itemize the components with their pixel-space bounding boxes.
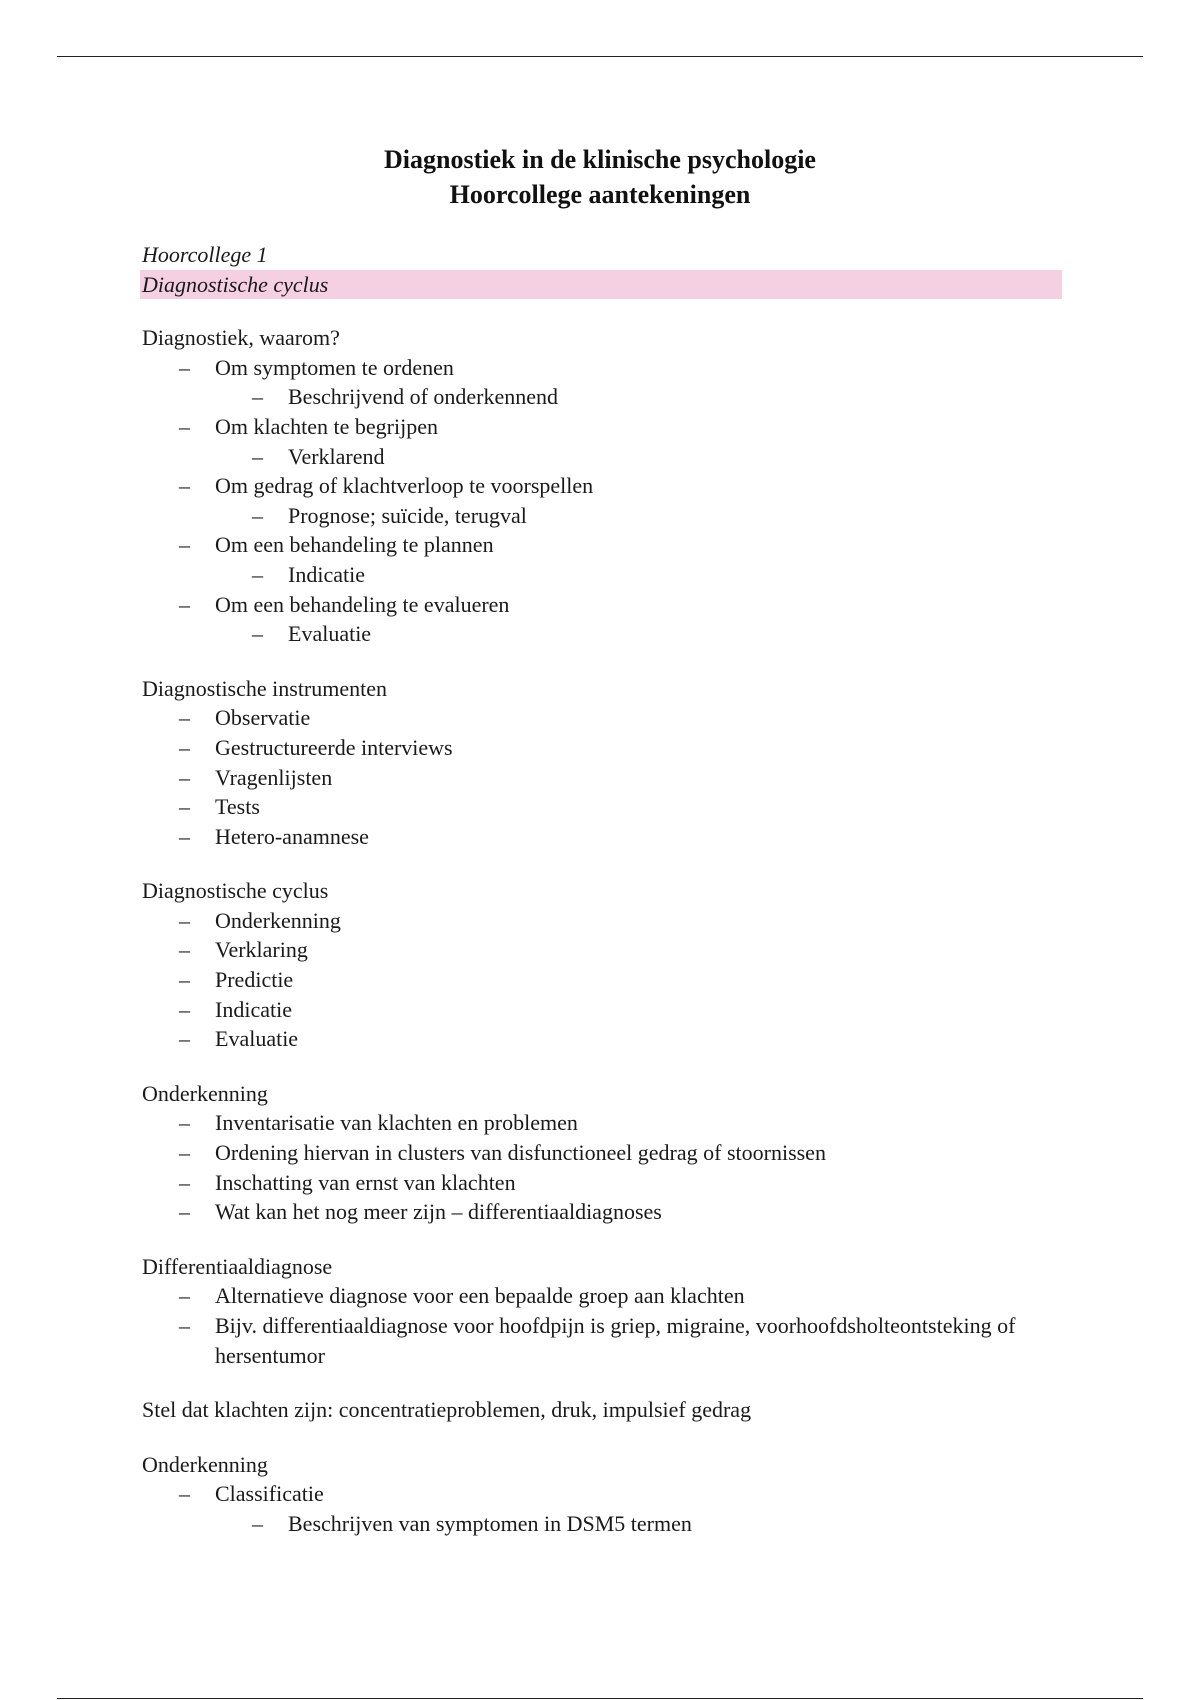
dash-bullet: – (179, 937, 190, 963)
dash-bullet: – (179, 1313, 190, 1338)
list-item (142, 471, 1062, 530)
dash-bullet: – (179, 473, 190, 499)
section-heading: Diagnostiek, waarom? (142, 325, 340, 351)
list-item-text: Gestructureerde interviews (215, 734, 453, 760)
section (142, 876, 1062, 1054)
list-item-text: Om een behandeling te plannen (215, 532, 494, 558)
dash-bullet: – (179, 1283, 190, 1309)
list-item (142, 763, 1062, 793)
sub-list-item-text: Beschrijvend of onderkennend (288, 384, 559, 410)
dash-bullet: – (179, 967, 190, 993)
bullet-list (142, 703, 1062, 851)
dash-bullet: – (179, 413, 190, 439)
list-item-text: Indicatie (215, 996, 292, 1022)
list-item-text: Vragenlijsten (215, 764, 333, 790)
section-heading: Diagnostische cyclus (142, 878, 329, 904)
list-item (142, 412, 1062, 471)
bullet-list (142, 1281, 1062, 1370)
dash-bullet: – (252, 1510, 263, 1536)
list-item (142, 530, 1062, 589)
section (142, 1252, 1062, 1370)
sub-list-item (215, 501, 1062, 531)
document-title: Diagnostiek in de klinische psychologie (384, 145, 816, 174)
dash-bullet: – (179, 1110, 190, 1136)
dash-bullet: – (252, 502, 263, 528)
sub-list (215, 1509, 1062, 1539)
section-heading: Onderkenning (142, 1451, 268, 1477)
dash-bullet: – (179, 591, 190, 617)
list-item (142, 1168, 1062, 1198)
list-item (142, 1138, 1062, 1168)
dash-bullet: – (179, 1026, 190, 1052)
list-item (142, 906, 1062, 936)
sub-list-item (215, 382, 1062, 412)
sub-list-item (215, 619, 1062, 649)
list-item (142, 995, 1062, 1025)
document-subtitle: Hoorcollege aantekeningen (449, 180, 751, 209)
list-item (142, 1311, 1062, 1370)
sub-list-item-text: Indicatie (288, 561, 365, 587)
dash-bullet: – (179, 354, 190, 380)
list-item-text: Inschatting van ernst van klachten (215, 1169, 516, 1195)
list-item-text: Inventarisatie van klachten en problemen (215, 1110, 578, 1136)
list-item-text: Classificatie (215, 1481, 324, 1507)
sub-list-item (215, 1509, 1062, 1539)
dash-bullet: – (252, 443, 263, 469)
sub-list (215, 382, 1062, 412)
list-item (142, 1479, 1062, 1538)
top-rule (57, 56, 1143, 57)
list-item (142, 590, 1062, 649)
dash-bullet: – (179, 794, 190, 820)
section (142, 323, 1062, 649)
list-item-text: Onderkenning (215, 907, 341, 933)
section-heading: Diagnostische instrumenten (142, 675, 388, 701)
list-item (142, 703, 1062, 733)
dash-bullet: – (179, 1140, 190, 1166)
list-item-text: Om klachten te begrijpen (215, 413, 438, 439)
list-item (142, 935, 1062, 965)
section (142, 1450, 1062, 1539)
bullet-list (142, 1479, 1062, 1538)
sub-list-item-text: Evaluatie (288, 621, 372, 647)
section (142, 674, 1062, 852)
dash-bullet: – (179, 1481, 190, 1507)
sub-list-item-text: Prognose; suïcide, terugval (288, 502, 527, 528)
bullet-list (142, 1108, 1062, 1226)
document-body (142, 240, 1062, 1539)
list-item (142, 1108, 1062, 1138)
dash-bullet: – (179, 734, 190, 760)
list-item (142, 792, 1062, 822)
list-item-text: Om een behandeling te evalueren (215, 591, 510, 617)
section (142, 1079, 1062, 1227)
dash-bullet: – (179, 1199, 190, 1225)
list-item-text: Observatie (215, 705, 311, 731)
bullet-list (142, 353, 1062, 649)
list-item-text: Alternatieve diagnose voor een bepaalde groep aan klachten (215, 1283, 745, 1309)
sub-list (215, 501, 1062, 531)
list-item (142, 353, 1062, 412)
list-item-text: Verklaring (215, 937, 308, 963)
dash-bullet: – (179, 996, 190, 1022)
sub-list-item (215, 560, 1062, 590)
list-item-text: Om gedrag of klachtverloop te voorspellen (215, 473, 594, 499)
list-item-text: Tests (215, 794, 260, 820)
sub-list-item-text: Verklarend (288, 443, 385, 469)
statement-section (142, 1395, 1062, 1425)
bullet-list (142, 906, 1062, 1054)
list-item (142, 965, 1062, 995)
final-section (142, 1450, 1062, 1539)
bottom-rule (57, 1698, 1143, 1699)
dash-bullet: – (179, 907, 190, 933)
list-item-text: Wat kan het nog meer zijn – differentiaaldiagnoses (215, 1199, 662, 1225)
sub-list (215, 619, 1062, 649)
statement-text: Stel dat klachten zijn: concentratieproblemen, druk, impulsief gedrag (142, 1397, 752, 1423)
sub-list-item-text: Beschrijven van symptomen in DSM5 termen (288, 1510, 692, 1536)
list-item (142, 1281, 1062, 1311)
list-item-text: Hetero-anamnese (215, 823, 369, 849)
sub-list (215, 442, 1062, 472)
sub-list (215, 560, 1062, 590)
dash-bullet: – (179, 1169, 190, 1195)
dash-bullet: – (179, 764, 190, 790)
section-heading: Differentiaaldiagnose (142, 1253, 333, 1279)
section-heading: Onderkenning (142, 1080, 268, 1106)
list-item (142, 1024, 1062, 1054)
dash-bullet: – (252, 621, 263, 647)
dash-bullet: – (252, 384, 263, 410)
dash-bullet: – (179, 532, 190, 558)
list-item-text: Om symptomen te ordenen (215, 354, 454, 380)
dash-bullet: – (252, 561, 263, 587)
list-item-text: Ordening hiervan in clusters van disfunctioneel gedrag of stoornissen (215, 1140, 826, 1166)
sections-container (142, 323, 1062, 1370)
list-item (142, 822, 1062, 852)
lecture-topic-highlight: Diagnostische cyclus (140, 270, 1062, 300)
dash-bullet: – (179, 823, 190, 849)
document-title-block (0, 142, 1200, 212)
lecture-label: Hoorcollege 1 (142, 242, 268, 267)
list-item (142, 1197, 1062, 1227)
dash-bullet: – (179, 705, 190, 731)
list-item-text: Predictie (215, 967, 294, 993)
sub-list-item (215, 442, 1062, 472)
list-item-text: Evaluatie (215, 1026, 299, 1052)
list-item-text: Bijv. differentiaaldiagnose voor hoofdpijn is griep, migraine, voorhoofdsholteontsteking of hersentumor (215, 1313, 1016, 1368)
list-item (142, 733, 1062, 763)
